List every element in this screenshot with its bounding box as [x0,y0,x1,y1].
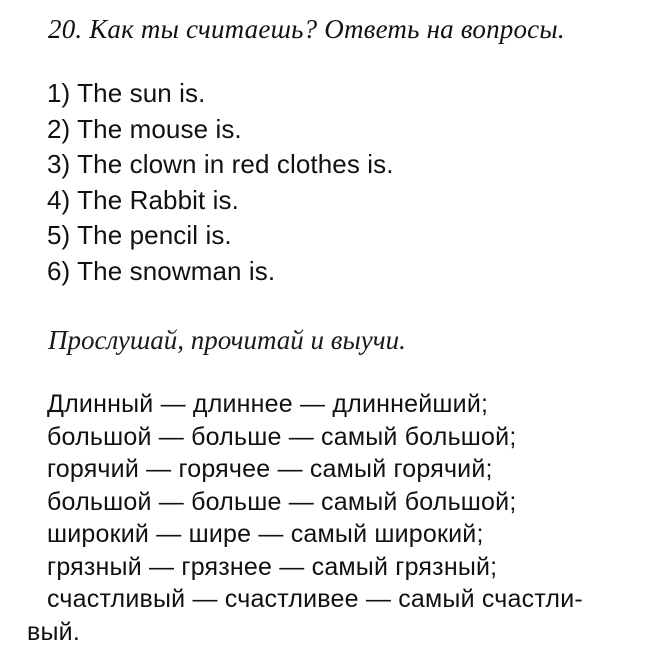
question-list [47,76,394,289]
question-item: 6) The snowman is. [47,255,276,286]
question-item: 5) The pencil is. [47,220,232,250]
comparison-line-continuation: вый. [27,617,80,646]
comparison-line: большой — больше — самый большой; [47,422,517,451]
question-item: 2) The mouse is. [47,113,242,144]
question-item: 4) The Rabbit is. [47,184,239,215]
question-item: 1) The sun is. [47,78,206,108]
comparison-line: большой — больше — самый большой; [47,487,517,516]
instruction-subheading: Прослушай, прочитай и выучи. [48,325,406,355]
question-item: 3) The clown in red clothes is. [47,149,394,179]
comparison-forms-list [27,388,583,648]
comparison-line: грязный — грязнее — самый грязный; [47,552,498,581]
comparison-line: широкий — шире — самый широкий; [47,520,484,548]
comparison-line: счастливый — счастливее — самый счастли- [47,585,583,613]
comparison-line: горячий — горячее — самый горячий; [47,455,493,483]
exercise-heading: 20. Как ты считаешь? Ответь на вопросы. [48,14,565,44]
comparison-line: Длинный — длиннее — длиннейший; [47,390,489,418]
